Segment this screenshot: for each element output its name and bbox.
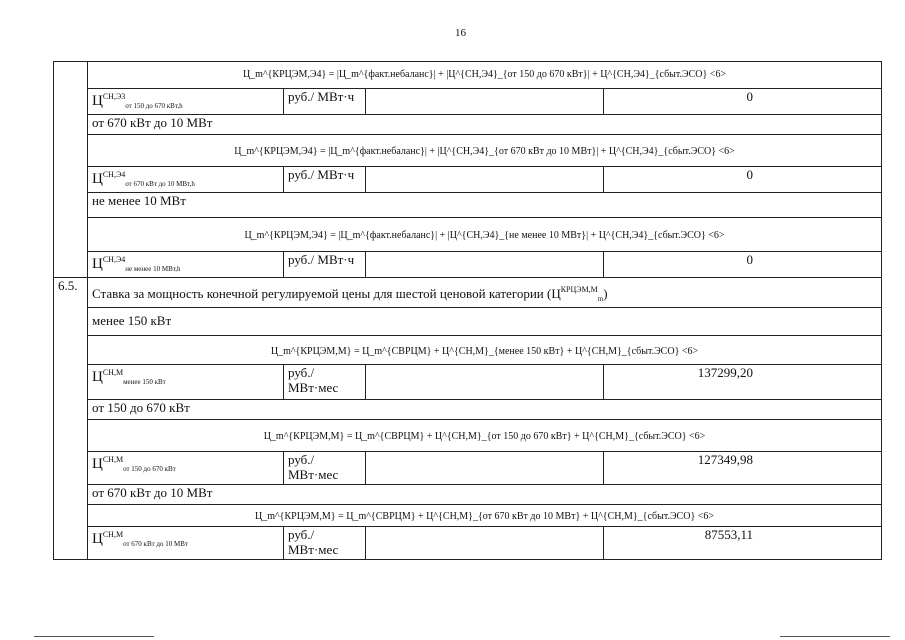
table-row (54, 252, 882, 278)
empty-cell (366, 452, 604, 485)
formula-row (54, 62, 882, 89)
formula-row (54, 420, 882, 452)
unit-cell: руб./ МВт·мес (284, 452, 366, 485)
empty-cell (366, 365, 604, 400)
table-row (54, 527, 882, 560)
section-label: менее 150 кВт (88, 308, 882, 336)
formula-row (54, 505, 882, 527)
formula-cell (88, 218, 882, 252)
section-row (54, 485, 882, 505)
section-label: от 670 кВт до 10 МВт (88, 485, 882, 505)
price-label: $Ц^{СН,М}_{менее 150 кВт}$ (88, 365, 284, 400)
section-heading-row (54, 278, 882, 308)
unit-cell: руб./ МВт·мес (284, 527, 366, 560)
tariff-table (53, 61, 882, 560)
empty-cell (366, 167, 604, 193)
table-row (54, 89, 882, 115)
formula: Ц_m^{КРЦЭМ,Э4} = |Ц_m^{факт.небаланс}| + |Ц^{СН,Э4}_{от 150 до 670 кВт}| + Ц^{СН,Э4}_{сбыт.ЭСО} <6> (242, 69, 727, 80)
section-row (54, 115, 882, 135)
section-label: не менее 10 МВт (88, 193, 882, 218)
page-number: 16 (455, 27, 466, 39)
value-cell: 87553,11 (604, 527, 882, 560)
unit-cell: руб./ МВт·мес (284, 365, 366, 400)
footer-rule-left (34, 636, 154, 637)
formula-row (54, 135, 882, 167)
value-cell: 0 (604, 89, 882, 115)
formula-cell (88, 336, 882, 365)
unit-cell: руб./ МВт·ч (284, 252, 366, 278)
formula-cell (88, 420, 882, 452)
empty-cell (366, 527, 604, 560)
formula: Ц_m^{КРЦЭМ,Э4} = |Ц_m^{факт.небаланс}| + |Ц^{СН,Э4}_{от 670 кВт до 10 МВт}| + Ц^{СН,Э4}_{сбыт.ЭСО} <6> (234, 146, 735, 157)
item-number: 6.5. (54, 278, 88, 560)
price-label: $Ц^{СН,Э4}_{не менее 10 МВт,h}$ (88, 252, 284, 278)
formula-cell (88, 135, 882, 167)
formula: Ц_m^{КРЦЭМ,Э4} = |Ц_m^{факт.небаланс}| + |Ц^{СН,Э4}_{не менее 10 МВт}| + Ц^{СН,Э4}_{сбыт.ЭСО} <6> (244, 230, 725, 241)
section-title: Ставка за мощность конечной регулируемой цены для шестой ценовой категории $(Ц^{КРЦЭМ,М}_m)$ (88, 278, 882, 308)
table-row (54, 452, 882, 485)
table-row (54, 167, 882, 193)
formula-cell (88, 505, 882, 527)
footer-rule-right (780, 636, 890, 637)
formula-row (54, 218, 882, 252)
empty-cell (366, 89, 604, 115)
unit-cell: руб./ МВт·ч (284, 167, 366, 193)
formula: Ц_m^{КРЦЭМ,М} = Ц_m^{СВРЦМ} + Ц^{СН,М}_{менее 150 кВт} + Ц^{СН,М}_{сбыт.ЭСО} <6> (270, 346, 699, 357)
price-label: $Ц^{СН,Э4}_{от 670 кВт до 10 МВт,h}$ (88, 167, 284, 193)
price-label: $Ц^{СН,Э3}_{от 150 до 670 кВт,h}$ (88, 89, 284, 115)
value-cell: 0 (604, 252, 882, 278)
value-cell: 137299,20 (604, 365, 882, 400)
formula: Ц_m^{КРЦЭМ,М} = Ц_m^{СВРЦМ} + Ц^{СН,М}_{от 150 до 670 кВт} + Ц^{СН,М}_{сбыт.ЭСО} <6> (263, 431, 706, 442)
section-label: от 150 до 670 кВт (88, 400, 882, 420)
price-label: $Ц^{СН,М}_{от 670 кВт до 10 МВт}$ (88, 527, 284, 560)
value-cell: 127349,98 (604, 452, 882, 485)
value-cell: 0 (604, 167, 882, 193)
section-row (54, 400, 882, 420)
section-row (54, 308, 882, 336)
section-label: от 670 кВт до 10 МВт (88, 115, 882, 135)
price-label: $Ц^{СН,М}_{от 150 до 670 кВт}$ (88, 452, 284, 485)
number-cell (54, 62, 88, 278)
formula: Ц_m^{КРЦЭМ,М} = Ц_m^{СВРЦМ} + Ц^{СН,М}_{от 670 кВт до 10 МВт} + Ц^{СН,М}_{сбыт.ЭСО} <6> (254, 511, 715, 522)
formula-cell (88, 62, 882, 89)
unit-cell: руб./ МВт·ч (284, 89, 366, 115)
section-row (54, 193, 882, 218)
table-row (54, 365, 882, 400)
empty-cell (366, 252, 604, 278)
formula-row (54, 336, 882, 365)
